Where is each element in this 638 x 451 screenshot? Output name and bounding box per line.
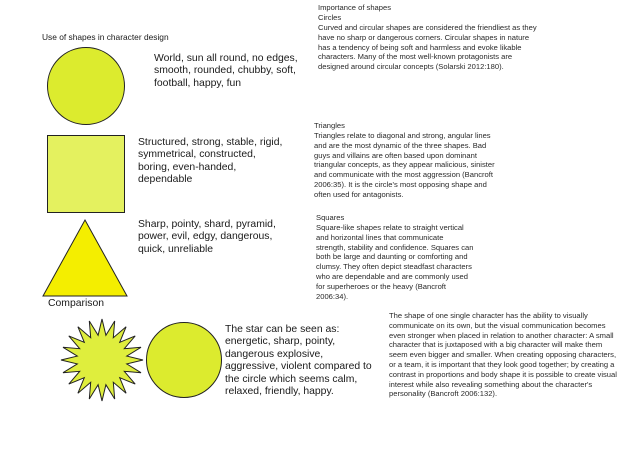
star-shape xyxy=(60,318,144,402)
comparison-keywords: The star can be seen as: energetic, sharp, pointy, dangerous explosive, aggressive, violent compared to the circle which seems calm, relaxed, friendly, happy. xyxy=(225,324,372,398)
circle-shape-fill xyxy=(48,48,125,125)
circles-description: Curved and circular shapes are considered the friendliest as they have no sharp or dangerous corners. Circular shapes in nature has a tendency of being soft and harmless and evoke likable characters. Many of the most well-known protagonists are designed around circular concepts (Solarski 2012:180). xyxy=(318,23,537,72)
comparison-circle-shape xyxy=(145,321,223,399)
squares-heading: Squares xyxy=(316,213,345,222)
circles-heading: Circles xyxy=(318,13,342,22)
square-shape xyxy=(47,135,125,213)
square-keywords: Structured, strong, stable, rigid, symmetrical, constructed, boring, even-handed, dependable xyxy=(138,137,283,186)
circle-shape xyxy=(46,46,126,126)
square-shape-fill xyxy=(48,136,125,213)
comparison-circle-fill xyxy=(147,323,222,398)
triangle-shape xyxy=(42,219,128,297)
circle-keywords: World, sun all round, no edges, smooth, rounded, chubby, soft, football, happy, fun xyxy=(154,53,298,89)
importance-heading: Importance of shapes xyxy=(318,3,392,12)
comparison-description: The shape of one single character has the ability to visually communicate on its own, but the visual communication becomes even stronger when placed in relation to another character: A small character that is juxtaposed with a big character will make them seem even bigger and smaller. When creating opposing characters, or a team, it is important that they look good together; by creating a contrast in proportions and body shape it is possible to create visual interest while also revealing something about the character's personality (Bancroft 2006:132). xyxy=(389,311,617,399)
page-title: Use of shapes in character design xyxy=(42,32,169,42)
squares-description: Square-like shapes relate to straight vertical and horizontal lines that communicate strength, stability and confidence. Squares can both be large and daunting or comforting and clumsy. They often depict steadfast characters who are dependable and are commonly used for superheroes or the heavy (Bancroft 2006:34). xyxy=(316,223,474,301)
triangle-keywords: Sharp, pointy, shard, pyramid, power, evil, edgy, dangerous, quick, unreliable xyxy=(138,219,276,255)
triangles-heading: Triangles xyxy=(314,121,345,130)
triangles-description: Triangles relate to diagonal and strong, angular lines and are the most dynamic of the three shapes. Bad guys and villains are often based upon dominant triangular concepts, as they appear malicious, sinister and communicate with the most aggression (Bancroft 2006:35). It is the circle's most opposing shape and often used for antagonists. xyxy=(314,131,495,199)
star-shape-fill xyxy=(61,319,143,401)
comparison-label: Comparison xyxy=(48,298,105,309)
triangle-shape-fill xyxy=(43,220,127,296)
